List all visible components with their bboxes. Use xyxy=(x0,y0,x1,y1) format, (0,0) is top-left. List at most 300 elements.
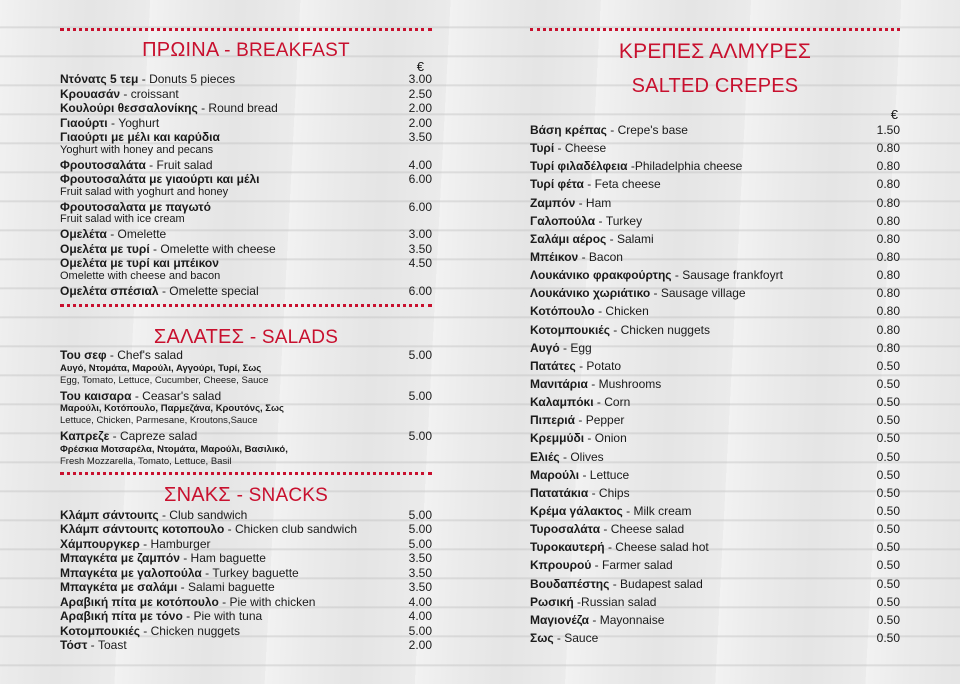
item-name-greek: Γιαούρτι με μέλι και καρύδια xyxy=(60,130,220,144)
item-name-english: - Turkey baguette xyxy=(201,565,299,580)
salad-item xyxy=(60,390,432,404)
item-name-greek: Κοτόπουλο xyxy=(530,304,595,319)
item-name xyxy=(60,131,220,145)
salad-item xyxy=(60,430,432,444)
salads-list xyxy=(60,349,432,468)
item-name-english: - Chef's salad xyxy=(106,348,183,362)
item-name-english: - Chips xyxy=(588,485,630,500)
crepe-item xyxy=(530,556,900,574)
item-price: 4.00 xyxy=(408,609,432,623)
item-name-greek: Τυροσαλάτα xyxy=(530,522,601,537)
item-price: 0.80 xyxy=(876,141,900,156)
crepe-item xyxy=(530,302,900,320)
item-price: 1.50 xyxy=(876,123,900,137)
item-name-english: - Milk cream xyxy=(622,503,692,518)
crepes-currency: € xyxy=(890,107,898,122)
item-price: 0.50 xyxy=(876,612,900,627)
item-name-greek: Κρουασάν xyxy=(60,86,121,101)
item-description: Fruit salad with ice cream xyxy=(60,213,185,225)
breakfast-divider xyxy=(60,28,432,31)
item-name-english: - Club sandwich xyxy=(158,507,248,522)
crepes-title-greek: ΚΡΕΠΕΣ ΑΛΜΥΡΕΣ xyxy=(618,40,812,63)
item-name-greek: Ντόνατς 5 τεμ xyxy=(60,72,139,86)
item-price: 2.00 xyxy=(408,115,432,130)
item-name-greek: Αραβική πίτα με τόνο xyxy=(60,609,183,623)
item-name xyxy=(530,157,742,175)
item-price: 0.50 xyxy=(876,449,900,464)
item-price: 3.50 xyxy=(408,551,432,565)
item-name-greek: Κοτομπουκιές xyxy=(530,322,610,337)
item-name-greek: Κοτομπουκιές xyxy=(60,623,140,638)
item-name-greek: Μπαγκέτα με ζαμπόν xyxy=(60,551,180,565)
item-name-greek: Σως xyxy=(530,630,554,645)
crepe-item xyxy=(530,175,900,193)
item-name-greek: Μπαγκέτα με σαλάμι xyxy=(60,580,178,594)
item-name-greek: Ομελέτα xyxy=(60,227,107,241)
item-name-greek: Φρουτοσαλάτα με γιαούρτι και μέλι xyxy=(60,172,260,186)
crepe-item xyxy=(530,212,900,230)
item-price: 3.50 xyxy=(408,130,432,144)
crepe-item xyxy=(530,520,900,538)
item-name-greek: Πατάτες xyxy=(530,358,576,373)
item-name xyxy=(530,375,661,393)
item-name-greek: Ζαμπόν xyxy=(530,195,576,210)
item-price: 4.00 xyxy=(408,594,432,609)
item-name-english: - Farmer salad xyxy=(591,558,673,573)
item-name-greek: Ομελέτα με τυρί και μπέικον xyxy=(60,256,219,270)
snacks-title-english: - SNACKS xyxy=(236,484,328,506)
menu-item xyxy=(60,228,432,242)
item-name xyxy=(530,411,624,429)
item-name-english: - Yoghurt xyxy=(107,115,160,130)
item-description: Yoghurt with honey and pecans xyxy=(60,143,214,156)
item-name-english: - Omelette with cheese xyxy=(149,241,276,256)
crepes-title-english: SALTED CREPES xyxy=(631,75,799,97)
item-name-english: - Fruit salad xyxy=(145,157,213,172)
item-name xyxy=(60,201,211,215)
item-name-english: - Cheese salad hot xyxy=(604,540,709,555)
crepe-item xyxy=(530,284,900,302)
item-price: 0.50 xyxy=(876,558,900,573)
item-name-english: - Olives xyxy=(559,449,604,464)
item-name xyxy=(530,339,592,357)
item-name-english: - Chicken xyxy=(594,304,649,319)
item-name-english: - Feta cheese xyxy=(583,177,661,192)
item-name xyxy=(530,429,627,447)
item-price: 0.80 xyxy=(876,177,900,192)
item-name xyxy=(530,121,688,139)
item-price: 0.50 xyxy=(876,576,900,591)
item-name xyxy=(530,321,710,339)
item-price: 2.00 xyxy=(408,101,432,115)
crepe-item xyxy=(530,502,900,520)
item-name xyxy=(60,88,179,102)
item-name xyxy=(60,625,240,639)
item-name xyxy=(530,575,703,593)
item-price: 2.50 xyxy=(408,86,432,101)
item-name-greek: Μπέικον xyxy=(530,249,579,264)
item-price: 4.50 xyxy=(408,256,432,270)
item-name xyxy=(530,302,649,320)
ingredients-english: Lettuce, Chicken, Parmesane, Kroutons,Sauce xyxy=(60,415,258,426)
item-name xyxy=(530,139,606,157)
item-name-greek: Λουκάνικο χωριάτικο xyxy=(530,286,651,301)
item-name-greek: Κρεμμύδι xyxy=(530,431,585,446)
item-price: 5.00 xyxy=(408,429,432,443)
item-name-english: - Mayonnaise xyxy=(589,612,665,627)
crepe-item xyxy=(530,538,900,556)
item-name-english: - Hamburger xyxy=(139,536,211,551)
item-price: 0.80 xyxy=(876,159,900,174)
crepe-item xyxy=(530,484,900,502)
left-column xyxy=(60,28,432,654)
item-price: 6.00 xyxy=(408,172,432,186)
item-name-greek: Ομελέτα σπέσιαλ xyxy=(60,283,159,298)
item-name-english: - Ham xyxy=(575,195,612,210)
item-price: 0.50 xyxy=(876,594,900,609)
item-description: Omelette with cheese and bacon xyxy=(60,269,221,282)
item-price: 0.80 xyxy=(876,340,900,355)
breakfast-currency: € xyxy=(416,59,424,74)
item-name-greek: Γαλοπούλα xyxy=(530,213,596,228)
crepes-divider xyxy=(530,28,900,31)
item-price: 6.00 xyxy=(408,199,432,214)
snack-item xyxy=(60,552,432,566)
item-name-greek: Πατατάκια xyxy=(530,485,589,500)
item-price: 5.00 xyxy=(408,623,432,638)
item-name xyxy=(530,484,630,502)
item-name xyxy=(60,243,276,257)
item-name-greek: Τόστ xyxy=(60,638,88,652)
item-name-english: - Turkey xyxy=(595,213,643,228)
item-name-english: - Budapest salad xyxy=(609,576,703,591)
item-description: Fruit salad with yoghurt and honey xyxy=(60,185,229,198)
item-name-greek: Τυρί φέτα xyxy=(530,177,584,192)
item-price: 0.50 xyxy=(876,540,900,555)
item-name-greek: Μαγιονέζα xyxy=(530,612,590,627)
salads-title-greek: ΣΑΛΑΤΕΣ xyxy=(153,326,245,348)
item-name-english: - Cheese salad xyxy=(600,522,685,537)
item-name xyxy=(530,230,654,248)
item-name-english: - Omelette special xyxy=(158,283,259,298)
snacks-section xyxy=(60,483,432,653)
crepe-item xyxy=(530,121,900,139)
breakfast-list xyxy=(60,73,432,298)
item-price: 0.80 xyxy=(876,213,900,228)
crepe-item xyxy=(530,375,900,393)
item-name xyxy=(60,173,259,187)
right-column xyxy=(530,28,900,647)
item-name xyxy=(530,194,611,212)
item-name-greek: Κρέμα γάλακτος xyxy=(530,503,623,518)
item-name-greek: Μαρούλι xyxy=(530,467,580,482)
item-name-greek: Του σεφ xyxy=(60,348,107,362)
item-name-english: - Corn xyxy=(593,395,631,410)
crepe-item xyxy=(530,248,900,266)
item-name-english: - Potato xyxy=(575,358,622,373)
item-name-english: -Philadelphia cheese xyxy=(627,159,743,174)
item-name-english: - Chicken nuggets xyxy=(139,623,240,638)
salads-divider xyxy=(60,304,432,307)
item-name xyxy=(530,448,604,466)
menu-item xyxy=(60,201,432,215)
item-name-english: - Pie with tuna xyxy=(182,609,263,623)
crepe-item xyxy=(530,266,900,284)
item-name xyxy=(60,285,259,299)
item-name xyxy=(530,357,621,375)
item-name xyxy=(60,430,197,444)
item-price: 2.00 xyxy=(408,638,432,652)
snack-item xyxy=(60,581,432,595)
ingredients-english: Fresh Mozzarella, Tomato, Lettuce, Basil xyxy=(60,455,232,467)
item-name xyxy=(530,393,630,411)
item-name-greek: Αυγό xyxy=(530,340,560,355)
salads-section xyxy=(60,325,432,468)
item-price: 0.80 xyxy=(876,322,900,337)
menu-item xyxy=(60,131,432,145)
crepe-item xyxy=(530,230,900,248)
salad-item xyxy=(60,349,432,363)
item-name-english: - Sauce xyxy=(553,630,599,645)
item-name xyxy=(530,538,709,556)
item-name xyxy=(60,228,166,242)
item-name-greek: Πιπεριά xyxy=(530,413,576,428)
salads-title-english: - SALADS xyxy=(249,327,339,348)
crepe-item xyxy=(530,194,900,212)
item-name-greek: Χάμπουργκερ xyxy=(60,536,140,551)
menu-item xyxy=(60,88,432,102)
item-price: 3.50 xyxy=(408,241,432,256)
item-price: 5.00 xyxy=(408,388,432,403)
item-price: 0.80 xyxy=(876,231,900,246)
item-price: 0.50 xyxy=(876,522,900,537)
item-name-greek: Καπρεζε xyxy=(60,429,110,443)
item-name-greek: Σαλάμι αέρος xyxy=(530,231,607,246)
item-name xyxy=(530,248,623,266)
item-name-greek: Τυρί φιλαδέλφεια xyxy=(530,159,628,174)
menu-item xyxy=(60,257,432,271)
snacks-divider xyxy=(60,472,432,475)
item-name xyxy=(60,552,266,566)
item-name xyxy=(60,567,299,581)
item-name xyxy=(530,520,684,538)
item-name-greek: Του καισαρα xyxy=(60,388,132,403)
crepe-item xyxy=(530,629,900,647)
item-name xyxy=(60,523,357,537)
snacks-list xyxy=(60,509,432,653)
item-name xyxy=(530,284,746,302)
item-name-greek: Ρωσική xyxy=(530,594,574,609)
item-name xyxy=(60,73,235,87)
item-name xyxy=(60,390,221,404)
item-name xyxy=(60,159,213,173)
ingredients-greek: Μαρούλι, Κοτόπουλο, Παρμεζάνα, Κρουτόνς, Σως xyxy=(60,403,284,414)
item-name-english: - Crepe's base xyxy=(606,123,688,137)
item-name xyxy=(60,581,275,595)
crepe-item xyxy=(530,321,900,339)
breakfast-title-greek: ΠΡΩΙΝΑ xyxy=(142,39,219,61)
item-name-greek: Τυροκαυτερή xyxy=(530,540,605,555)
item-price: 0.50 xyxy=(876,413,900,428)
snack-item xyxy=(60,538,432,552)
crepe-item xyxy=(530,339,900,357)
menu-item xyxy=(60,117,432,131)
menu-item xyxy=(60,73,432,87)
item-name xyxy=(530,593,656,611)
item-name-greek: Ελιές xyxy=(530,449,560,464)
item-name-english: - Chicken club sandwich xyxy=(224,522,358,536)
item-price: 0.80 xyxy=(876,195,900,210)
menu-item xyxy=(60,285,432,299)
ingredients-greek: Φρέσκια Μοτσαρέλα, Ντομάτα, Μαρούλι, Βασιλικό, xyxy=(60,443,288,455)
item-name xyxy=(530,502,691,520)
menu-item xyxy=(60,102,432,116)
crepes-list xyxy=(530,121,900,647)
item-name-greek: Βάση κρέπας xyxy=(530,123,607,137)
item-name xyxy=(60,610,262,624)
item-name-greek: Λουκάνικο φρακφούρτης xyxy=(530,268,672,283)
item-name xyxy=(60,509,247,523)
item-name-english: - Egg xyxy=(559,340,592,355)
item-name-english: - Ham baguette xyxy=(179,551,266,565)
item-name-greek: Κουλούρι θεσσαλονίκης xyxy=(60,101,198,115)
item-price: 4.00 xyxy=(408,157,432,172)
item-name xyxy=(60,349,183,363)
item-name-greek: Βουδαπέστης xyxy=(530,576,610,591)
crepe-item xyxy=(530,357,900,375)
item-price: 0.80 xyxy=(876,286,900,301)
item-name-english: - Onion xyxy=(584,431,627,446)
item-name xyxy=(60,596,315,610)
item-name-english: - Mushrooms xyxy=(587,376,662,391)
item-price: 5.00 xyxy=(408,507,432,522)
snacks-title xyxy=(60,483,432,507)
item-name-english: - Toast xyxy=(87,638,127,652)
item-name-english: - Round bread xyxy=(197,101,278,115)
item-price: 0.50 xyxy=(876,503,900,518)
item-name-english: - Cheese xyxy=(554,141,607,156)
crepe-item xyxy=(530,593,900,611)
salads-title xyxy=(60,325,432,349)
item-name-english: - Sausage village xyxy=(650,286,746,301)
item-price: 0.50 xyxy=(876,431,900,446)
snack-item xyxy=(60,523,432,537)
snack-item xyxy=(60,567,432,581)
item-name-english: - Salami xyxy=(606,231,654,246)
item-name-greek: Κλάμπ σάντουιτς κοτοπουλο xyxy=(60,522,225,536)
breakfast-title-english: - BREAKFAST xyxy=(224,40,350,61)
item-price: 5.00 xyxy=(408,348,432,362)
item-name-greek: Μανιτάρια xyxy=(530,376,588,391)
item-price: 0.50 xyxy=(876,376,900,391)
item-name xyxy=(60,538,211,552)
snack-item xyxy=(60,509,432,523)
item-name xyxy=(530,629,598,647)
item-name-greek: Γιαούρτι xyxy=(60,115,108,130)
item-name xyxy=(60,257,219,271)
item-name-english: - Sausage frankfoyrt xyxy=(671,268,783,283)
ingredients-english: Egg, Tomato, Lettuce, Cucumber, Cheese, Sauce xyxy=(60,374,269,386)
breakfast-section xyxy=(60,39,432,298)
item-name-greek: Κλάμπ σάντουιτς xyxy=(60,507,159,522)
item-name xyxy=(60,117,159,131)
item-name-greek: Φρουτοσαλάτα xyxy=(60,157,146,172)
item-name xyxy=(530,556,673,574)
crepe-item xyxy=(530,611,900,629)
crepe-item xyxy=(530,139,900,157)
item-name-greek: Αραβική πίτα με κοτόπουλο xyxy=(60,594,219,609)
item-name-greek: Ομελέτα με τυρί xyxy=(60,241,150,256)
item-name-english: - Ceasar's salad xyxy=(131,388,222,403)
crepe-item xyxy=(530,411,900,429)
ingredients-greek: Αυγό, Ντομάτα, Μαρούλι, Αγγούρι, Τυρί, Σως xyxy=(60,362,262,374)
item-price: 0.80 xyxy=(876,304,900,319)
crepe-item xyxy=(530,429,900,447)
item-price: 0.50 xyxy=(876,467,900,482)
crepe-item xyxy=(530,393,900,411)
item-name-english: - Pie with chicken xyxy=(218,594,316,609)
crepe-item xyxy=(530,466,900,484)
item-price: 0.50 xyxy=(876,395,900,410)
item-name xyxy=(60,639,127,653)
menu-item xyxy=(60,243,432,257)
snacks-title-greek: ΣΝΑΚΣ xyxy=(164,483,231,506)
item-price: 0.50 xyxy=(876,485,900,500)
item-name-english: - Bacon xyxy=(578,249,623,264)
item-name-english: - Donuts 5 pieces xyxy=(138,72,236,86)
item-name xyxy=(530,212,642,230)
crepe-item xyxy=(530,575,900,593)
item-price: 3.50 xyxy=(408,580,432,594)
item-name-greek: Μπαγκέτα με γαλοπούλα xyxy=(60,565,202,580)
crepe-item xyxy=(530,157,900,175)
item-name-english: - Lettuce xyxy=(579,467,630,482)
item-name-greek: Φρουτοσαλατα με παγωτό xyxy=(60,199,211,214)
item-name-english: - Salami baguette xyxy=(177,580,275,594)
snack-item xyxy=(60,625,432,639)
item-name-english: - Omelette xyxy=(106,227,167,241)
snack-item xyxy=(60,596,432,610)
item-name-english: - Chicken nuggets xyxy=(609,322,710,337)
item-name-greek: Τυρί xyxy=(530,141,555,156)
item-price: 0.80 xyxy=(876,268,900,283)
menu-item xyxy=(60,173,432,187)
item-price: 3.00 xyxy=(408,72,432,86)
item-name xyxy=(530,266,783,284)
menu-item xyxy=(60,159,432,173)
item-price: 0.50 xyxy=(876,630,900,645)
item-price: 6.00 xyxy=(408,283,432,298)
item-price: 5.00 xyxy=(408,522,432,536)
item-price: 3.50 xyxy=(408,565,432,580)
item-name-english: -Russian salad xyxy=(573,594,657,609)
item-price: 3.00 xyxy=(408,227,432,241)
item-price: 5.00 xyxy=(408,536,432,551)
snack-item xyxy=(60,610,432,624)
item-name xyxy=(530,175,661,193)
item-name-english: - Capreze salad xyxy=(109,429,198,443)
item-name xyxy=(60,102,278,116)
item-name xyxy=(530,466,629,484)
item-name xyxy=(530,611,664,629)
item-price: 0.80 xyxy=(876,249,900,264)
breakfast-title xyxy=(60,39,432,61)
item-price: 0.50 xyxy=(876,358,900,373)
item-name-english: - croissant xyxy=(120,86,179,101)
item-name-english: - Pepper xyxy=(575,413,625,428)
item-name-greek: Καλαμπόκι xyxy=(530,395,594,410)
item-name-greek: Κπρουρού xyxy=(530,558,592,573)
